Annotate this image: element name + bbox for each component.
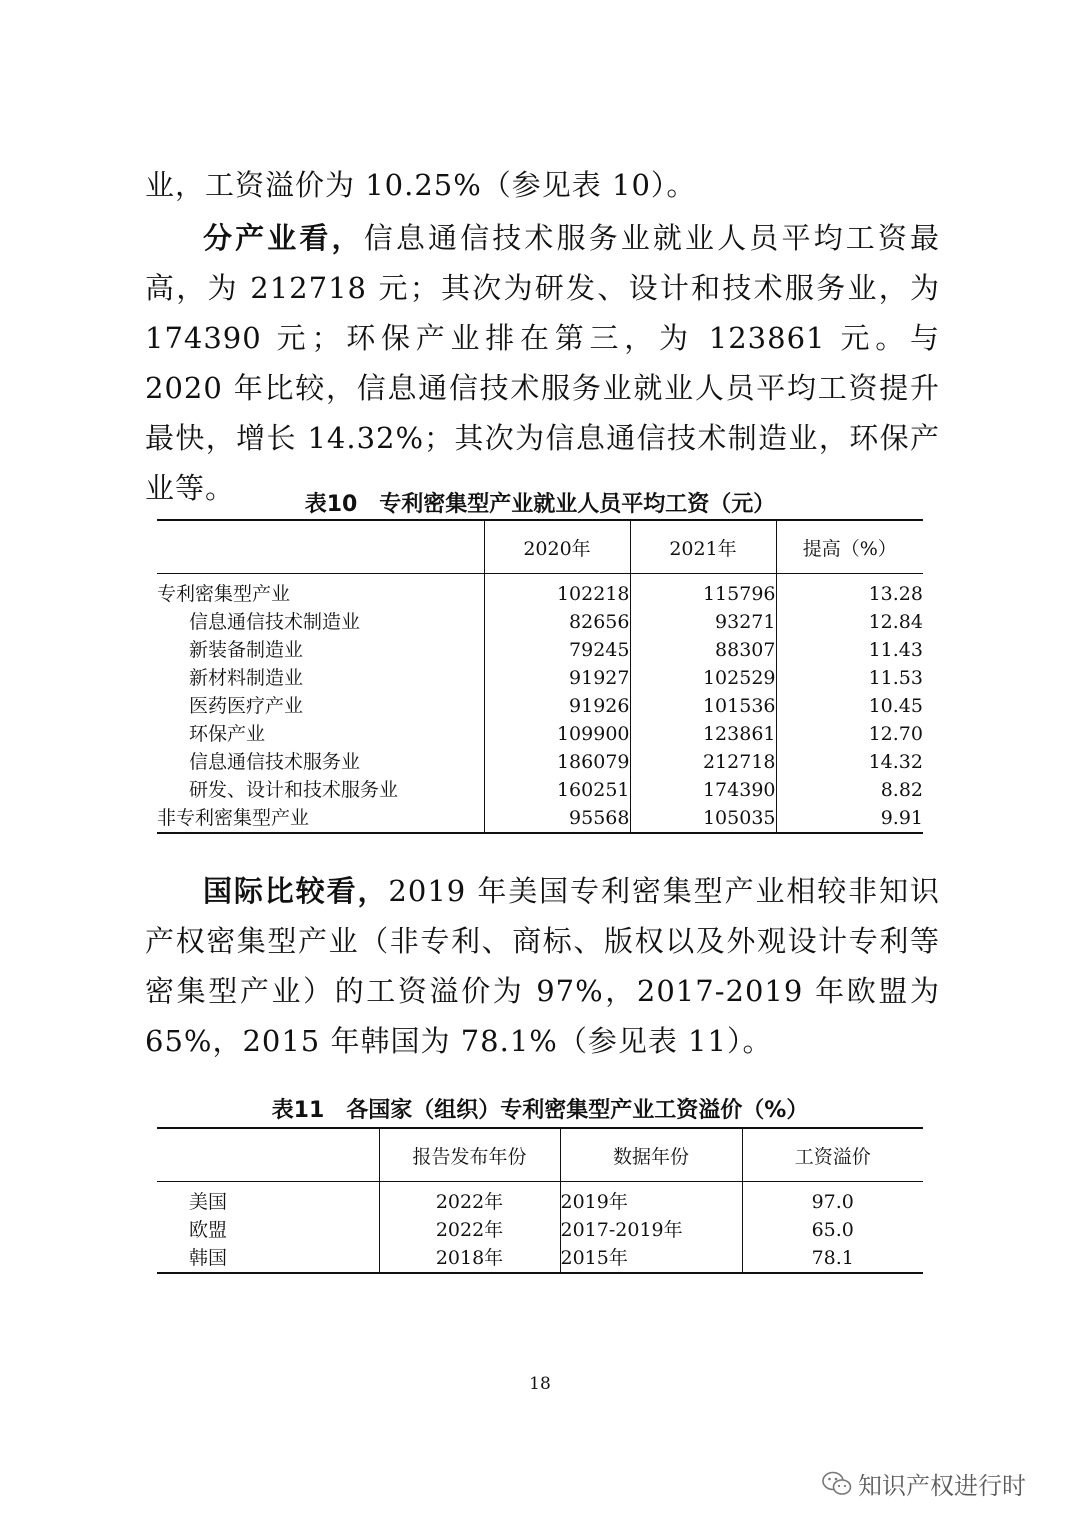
wage-2021: 123861	[630, 720, 776, 748]
paragraph-2-text: 信息通信技术服务业就业人员平均工资最高，为 212718 元；其次为研发、设计和技术服务业，为 174390 元；环保产业排在第三，为 123861 元。与 2020 年比较，信息通信技术服务业就业人员平均工资提升最快，增长 14.32%；其次为信息通信技术制造业，环保产业等。	[145, 221, 940, 505]
table11-row	[157, 1216, 923, 1244]
wage-rise-percent: 12.70	[776, 720, 923, 748]
table11-header-report-year: 报告发布年份	[379, 1128, 560, 1182]
wage-rise-percent: 10.45	[776, 692, 923, 720]
wage-rise-percent: 13.28	[776, 574, 923, 609]
wage-rise-percent: 11.53	[776, 664, 923, 692]
page-number: 18	[529, 1374, 551, 1394]
watermark	[822, 1466, 1026, 1501]
table10-header-2021: 2021年	[630, 520, 776, 574]
wage-2020: 186079	[484, 748, 630, 776]
paragraph-3	[145, 866, 940, 1066]
country-name: 韩国	[157, 1244, 379, 1273]
table10-header-row	[157, 520, 923, 574]
table10-row	[157, 748, 923, 776]
wage-premium: 97.0	[742, 1182, 923, 1217]
data-year: 2017-2019年	[560, 1216, 742, 1244]
country-name: 美国	[189, 1191, 228, 1213]
wage-2021: 102529	[630, 664, 776, 692]
wage-2021: 93271	[630, 608, 776, 636]
table11-row	[157, 1182, 923, 1217]
table11-caption: 表11 各国家（组织）专利密集型产业工资溢价（%）	[271, 1098, 809, 1123]
data-year: 2015年	[560, 1244, 742, 1273]
wage-2021: 212718	[630, 748, 776, 776]
industry-name: 环保产业	[189, 723, 266, 745]
wage-premium: 65.0	[742, 1216, 923, 1244]
table10	[157, 519, 923, 834]
table11-header-row	[157, 1128, 923, 1182]
paragraph-3-text: 2019 年美国专利密集型产业相较非知识产权密集型产业（非专利、商标、版权以及外观设计专利等密集型产业）的工资溢价为 97%，2017-2019 年欧盟为 65%，2015 年韩国为 78.1%（参见表 11）。	[145, 874, 940, 1058]
table10-row	[157, 608, 923, 636]
wage-2020: 95568	[484, 804, 630, 833]
wage-2021: 105035	[630, 804, 776, 833]
wage-2020: 82656	[484, 608, 630, 636]
wage-2020: 79245	[484, 636, 630, 664]
industry-name: 新装备制造业	[189, 639, 304, 661]
watermark-text: 知识产权进行时	[858, 1472, 1026, 1500]
table11-header-blank	[157, 1128, 379, 1182]
table10-header-2020: 2020年	[484, 520, 630, 574]
industry-name: 信息通信技术服务业	[189, 751, 361, 773]
table10-row	[157, 776, 923, 804]
paragraph-1	[145, 160, 940, 210]
wage-2020: 91927	[484, 664, 630, 692]
wage-2020: 102218	[484, 574, 630, 609]
wage-rise-percent: 12.84	[776, 608, 923, 636]
industry-name: 信息通信技术制造业	[189, 611, 361, 633]
wage-2020: 91926	[484, 692, 630, 720]
paragraph-2-lead: 分产业看，	[203, 221, 364, 255]
table10-caption: 表10 专利密集型产业就业人员平均工资（元）	[304, 492, 776, 517]
report-year: 2022年	[379, 1216, 560, 1244]
table11	[157, 1127, 923, 1274]
paragraph-3-lead: 国际比较看，	[203, 874, 389, 908]
report-year: 2018年	[379, 1244, 560, 1273]
wage-rise-percent: 14.32	[776, 748, 923, 776]
wage-rise-percent: 11.43	[776, 636, 923, 664]
table10-row	[157, 574, 923, 609]
wage-2020: 109900	[484, 720, 630, 748]
wage-premium: 78.1	[742, 1244, 923, 1273]
table10-row	[157, 720, 923, 748]
table10-row	[157, 804, 923, 833]
table10-header-rise: 提高（%）	[776, 520, 923, 574]
table11-header-data-year: 数据年份	[560, 1128, 742, 1182]
industry-name: 医药医疗产业	[189, 695, 304, 717]
industry-name: 研发、设计和技术服务业	[189, 779, 399, 801]
wage-2021: 174390	[630, 776, 776, 804]
paragraph-2	[145, 213, 940, 513]
industry-name: 新材料制造业	[189, 667, 304, 689]
table10-row	[157, 692, 923, 720]
industry-name: 专利密集型产业	[157, 583, 291, 605]
table10-row	[157, 636, 923, 664]
wage-rise-percent: 8.82	[776, 776, 923, 804]
wage-2021: 115796	[630, 574, 776, 609]
country-name: 欧盟	[189, 1219, 228, 1241]
wage-2021: 88307	[630, 636, 776, 664]
table10-header-blank	[157, 520, 484, 574]
data-year: 2019年	[560, 1182, 742, 1217]
wage-2021: 101536	[630, 692, 776, 720]
report-year: 2022年	[379, 1182, 560, 1217]
wage-rise-percent: 9.91	[776, 804, 923, 833]
wechat-icon	[822, 1471, 852, 1497]
table10-row	[157, 664, 923, 692]
table11-header-premium: 工资溢价	[742, 1128, 923, 1182]
table11-row	[157, 1244, 923, 1273]
industry-name: 非专利密集型产业	[157, 804, 484, 833]
wage-2020: 160251	[484, 776, 630, 804]
paragraph-1-text: 业，工资溢价为 10.25%（参见表 10）。	[145, 168, 697, 202]
